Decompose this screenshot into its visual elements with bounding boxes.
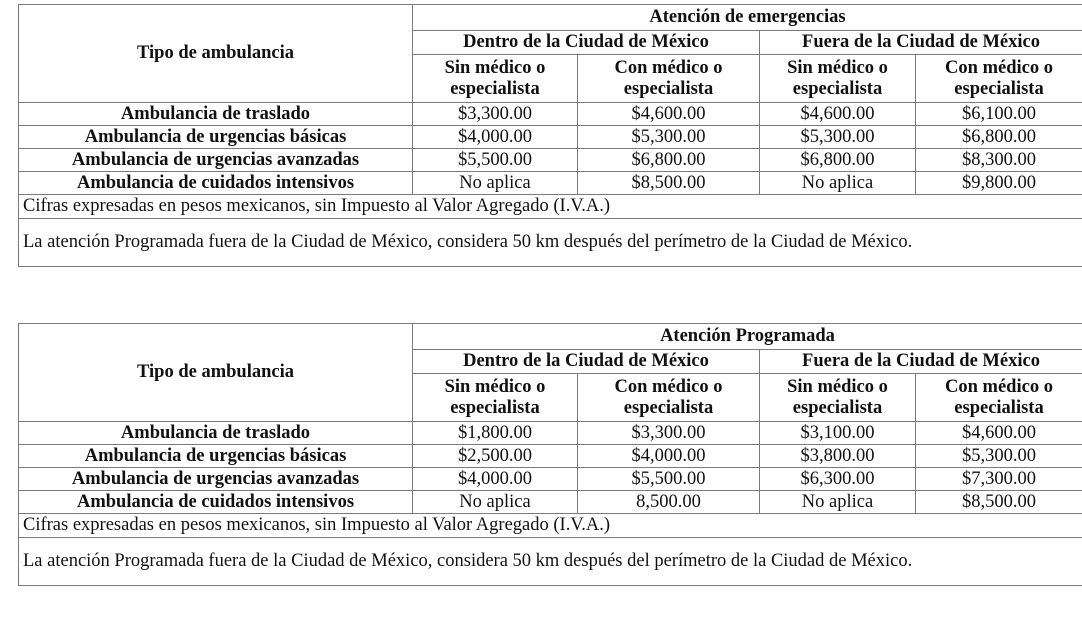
column-header: Sin médico o especialista	[413, 374, 578, 422]
price-cell: $4,600.00	[916, 422, 1082, 445]
price-cell: $4,600.00	[578, 103, 760, 126]
price-cell: $3,800.00	[760, 445, 916, 468]
price-cell: $9,800.00	[916, 172, 1082, 195]
table-row	[19, 491, 1082, 514]
row-header-label: Tipo de ambulancia	[19, 5, 413, 103]
column-header: Sin médico o especialista	[760, 55, 916, 103]
price-cell: $5,300.00	[760, 126, 916, 149]
table-row	[19, 126, 1082, 149]
ambulance-type: Ambulancia de urgencias básicas	[19, 126, 413, 149]
column-header: Con médico o especialista	[578, 374, 760, 422]
price-cell: $6,800.00	[578, 149, 760, 172]
price-cell: $3,300.00	[413, 103, 578, 126]
scope-note: La atención Programada fuera de la Ciudad de México, considera 50 km después del perímetro de la Ciudad de México.	[19, 219, 1082, 267]
column-header: Con médico o especialista	[578, 55, 760, 103]
price-cell: $3,300.00	[578, 422, 760, 445]
table-row	[19, 468, 1082, 491]
price-cell: $6,800.00	[760, 149, 916, 172]
price-cell: $7,300.00	[916, 468, 1082, 491]
price-cell: $1,800.00	[413, 422, 578, 445]
price-cell: $8,500.00	[578, 172, 760, 195]
ambulance-type: Ambulancia de traslado	[19, 103, 413, 126]
price-cell: $8,500.00	[916, 491, 1082, 514]
price-cell: $6,300.00	[760, 468, 916, 491]
price-cell: No aplica	[760, 491, 916, 514]
table-row	[19, 103, 1082, 126]
group-title: Atención Programada	[413, 324, 1082, 350]
currency-note: Cifras expresadas en pesos mexicanos, sin Impuesto al Valor Agregado (I.V.A.)	[19, 514, 1082, 538]
scope-note: La atención Programada fuera de la Ciudad de México, considera 50 km después del perímetro de la Ciudad de México.	[19, 538, 1082, 586]
column-header: Con médico o especialista	[916, 55, 1082, 103]
region-header-outside: Fuera de la Ciudad de México	[760, 350, 1082, 374]
table-row	[19, 422, 1082, 445]
price-cell: $5,300.00	[916, 445, 1082, 468]
price-cell: $6,100.00	[916, 103, 1082, 126]
scheduled-rates-table	[18, 323, 1082, 586]
price-cell: $3,100.00	[760, 422, 916, 445]
region-header-inside: Dentro de la Ciudad de México	[413, 31, 760, 55]
price-cell: $4,000.00	[413, 126, 578, 149]
price-cell: $6,800.00	[916, 126, 1082, 149]
ambulance-type: Ambulancia de urgencias avanzadas	[19, 468, 413, 491]
price-cell: $4,600.00	[760, 103, 916, 126]
price-cell: $5,300.00	[578, 126, 760, 149]
column-header: Sin médico o especialista	[760, 374, 916, 422]
table-row	[19, 172, 1082, 195]
price-cell: No aplica	[413, 172, 578, 195]
emergency-rates-table	[18, 4, 1082, 267]
ambulance-type: Ambulancia de urgencias avanzadas	[19, 149, 413, 172]
price-cell: $2,500.00	[413, 445, 578, 468]
group-title: Atención de emergencias	[413, 5, 1082, 31]
ambulance-type: Ambulancia de cuidados intensivos	[19, 172, 413, 195]
column-header: Con médico o especialista	[916, 374, 1082, 422]
price-cell: $4,000.00	[413, 468, 578, 491]
price-cell: $4,000.00	[578, 445, 760, 468]
price-cell: No aplica	[760, 172, 916, 195]
price-cell: No aplica	[413, 491, 578, 514]
row-header-label: Tipo de ambulancia	[19, 324, 413, 422]
table-row	[19, 149, 1082, 172]
currency-note: Cifras expresadas en pesos mexicanos, sin Impuesto al Valor Agregado (I.V.A.)	[19, 195, 1082, 219]
ambulance-type: Ambulancia de urgencias básicas	[19, 445, 413, 468]
price-cell: $5,500.00	[413, 149, 578, 172]
price-cell: $8,300.00	[916, 149, 1082, 172]
ambulance-type: Ambulancia de cuidados intensivos	[19, 491, 413, 514]
price-cell: $5,500.00	[578, 468, 760, 491]
price-cell: 8,500.00	[578, 491, 760, 514]
table-row	[19, 445, 1082, 468]
region-header-inside: Dentro de la Ciudad de México	[413, 350, 760, 374]
region-header-outside: Fuera de la Ciudad de México	[760, 31, 1082, 55]
column-header: Sin médico o especialista	[413, 55, 578, 103]
ambulance-type: Ambulancia de traslado	[19, 422, 413, 445]
